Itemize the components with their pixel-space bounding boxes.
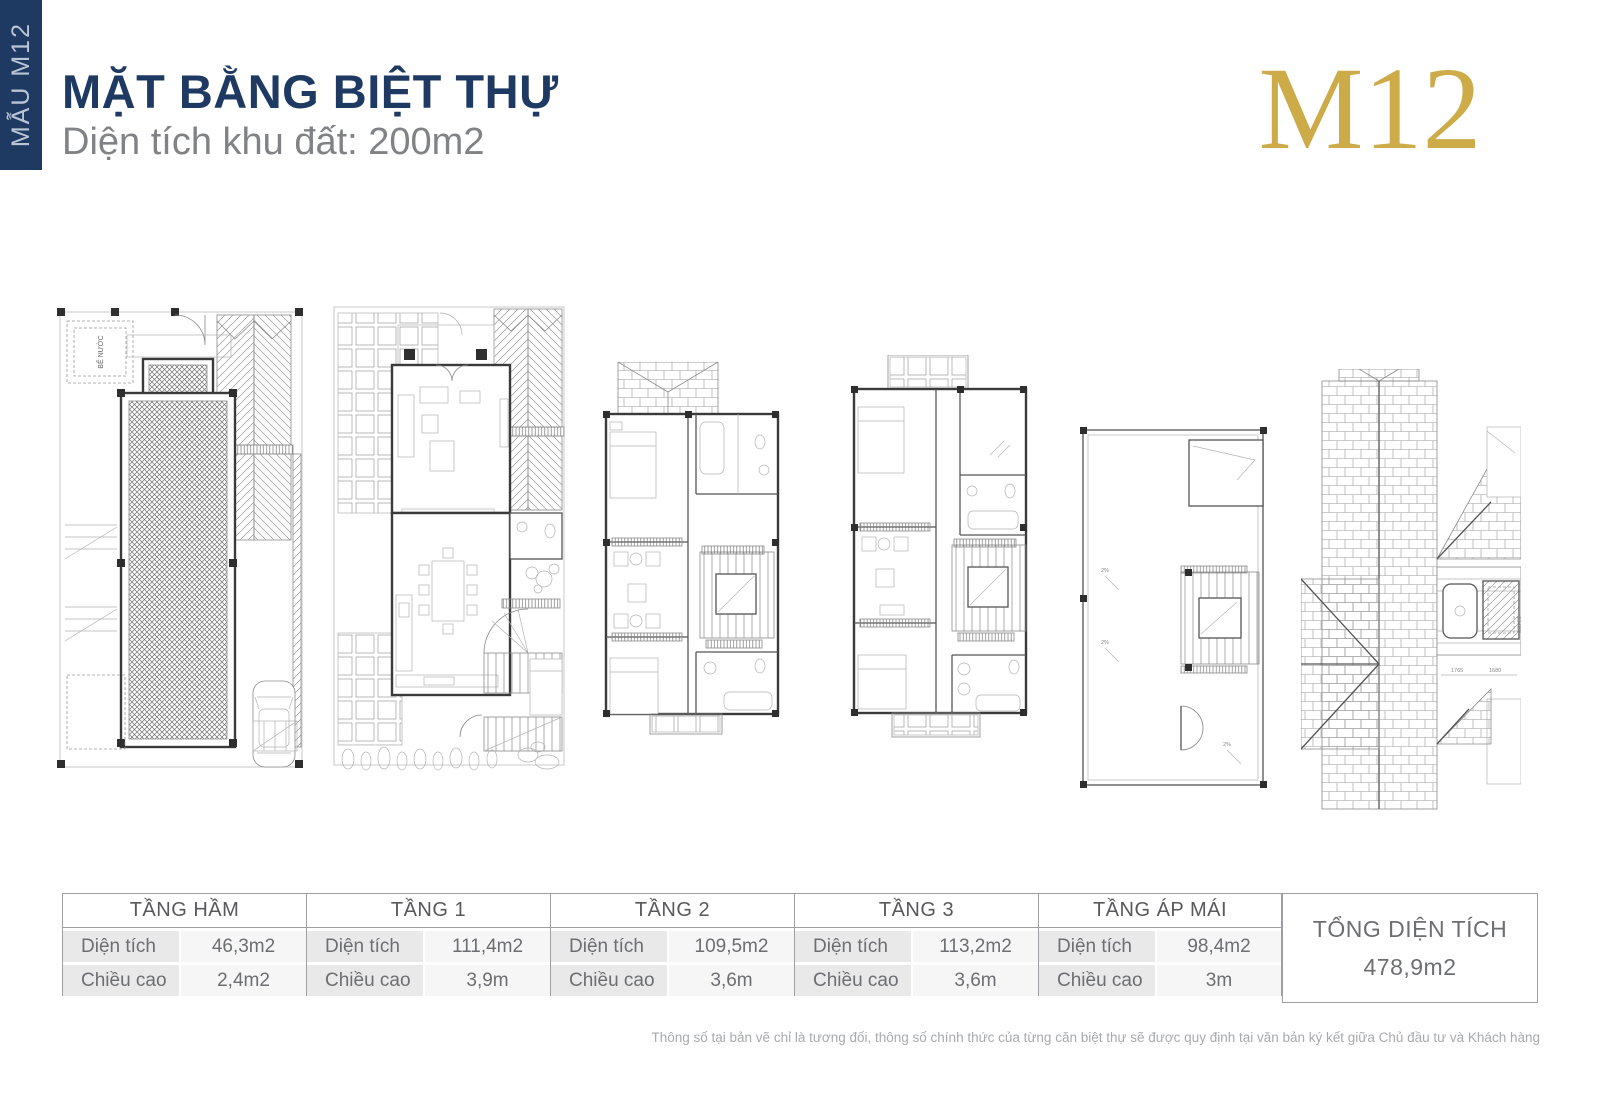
svg-text:2%: 2% xyxy=(1223,742,1231,748)
roof-plan xyxy=(1301,369,1521,815)
storage-dashed xyxy=(67,675,125,749)
area-label: Diện tích xyxy=(63,931,179,962)
table-row xyxy=(307,931,550,962)
model-sidebar-bar xyxy=(0,0,42,170)
height-label: Chiều cao xyxy=(63,965,179,996)
table-row xyxy=(795,931,1038,962)
height-value: 3,9m xyxy=(425,965,550,996)
area-value: 109,5m2 xyxy=(669,931,794,962)
height-value: 2,4m2 xyxy=(181,965,306,996)
page-subtitle: Diện tích khu đất: 200m2 xyxy=(62,121,485,163)
floor-name: TẦNG 2 xyxy=(551,893,794,928)
floor-spec-table xyxy=(62,893,1538,1003)
stairs xyxy=(952,539,1026,641)
svg-text:+13.800: +13.800 xyxy=(1515,613,1521,634)
bedroom-bottom xyxy=(610,658,658,714)
svg-text:1765: 1765 xyxy=(1451,668,1464,674)
height-label: Chiều cao xyxy=(795,965,911,996)
area-label: Diện tích xyxy=(307,931,423,962)
roof-terrace-bottomright xyxy=(1487,699,1521,784)
spec-col-floor2 xyxy=(550,893,794,996)
area-label: Diện tích xyxy=(1039,931,1155,962)
table-row xyxy=(551,965,794,996)
spec-col-floor1 xyxy=(306,893,550,996)
area-value: 46,3m2 xyxy=(181,931,306,962)
area-value: 113,2m2 xyxy=(913,931,1038,962)
height-label: Chiều cao xyxy=(1039,965,1155,996)
floor-name: TẦNG HẦM xyxy=(63,893,306,928)
spec-col-basement xyxy=(62,893,306,996)
roof-terrace-flat xyxy=(1437,567,1521,655)
disclaimer-text: Thông số tại bản vẽ chỉ là tương đối, thông số chính thức của từng căn biệt thự sẽ được quy định tại văn bản ký kết giữa Chủ đầu tư và Khách hàng xyxy=(651,1030,1540,1045)
svg-text:1680: 1680 xyxy=(1489,668,1502,674)
model-sidebar-label: MẪU M12 xyxy=(6,22,35,148)
table-row xyxy=(63,931,306,962)
balcony-bottom xyxy=(650,714,722,734)
bedroom-bottom xyxy=(858,655,906,709)
roof-bottom-hip xyxy=(1437,689,1491,744)
table-row xyxy=(1039,965,1281,996)
floor-name: TẦNG 3 xyxy=(795,893,1038,928)
area-value: 98,4m2 xyxy=(1157,931,1281,962)
bedroom xyxy=(530,659,562,715)
roof-left-wing xyxy=(1301,579,1379,749)
spec-col-attic xyxy=(1038,893,1282,996)
roof-dimensions xyxy=(1441,668,1517,675)
height-value: 3,6m xyxy=(669,965,794,996)
svg-text:2%: 2% xyxy=(1101,640,1109,646)
svg-text:BỂ NƯỚC: BỂ NƯỚC xyxy=(98,335,105,369)
floor2-plan xyxy=(588,362,794,748)
stair-marks xyxy=(65,525,117,641)
total-area-value: 478,9m2 xyxy=(1363,953,1457,980)
height-value: 3,6m xyxy=(913,965,1038,996)
table-row xyxy=(795,965,1038,996)
balcony-bottom xyxy=(892,713,980,737)
terrace-top-right xyxy=(1189,440,1263,506)
height-label: Chiều cao xyxy=(307,965,423,996)
water-tank xyxy=(67,321,133,383)
table-row xyxy=(551,931,794,962)
table-row xyxy=(307,965,550,996)
roof-terrace-topright xyxy=(1487,427,1521,497)
height-value: 3m xyxy=(1157,965,1281,996)
attic-floor-plan xyxy=(1077,420,1270,795)
page-title: MẶT BẰNG BIỆT THỰ xyxy=(62,65,559,118)
porch-roof xyxy=(618,362,718,414)
floor1-plan xyxy=(332,303,566,777)
entry-door-arc xyxy=(175,315,205,345)
basement-floor-plan xyxy=(57,307,305,773)
total-area-box xyxy=(1282,893,1538,1003)
living-room xyxy=(392,365,510,513)
table-row xyxy=(1039,931,1281,962)
area-label: Diện tích xyxy=(795,931,911,962)
balcony-top xyxy=(888,355,968,389)
area-label: Diện tích xyxy=(551,931,667,962)
bathroom xyxy=(510,513,562,559)
floor3-plan xyxy=(840,355,1040,747)
stairs xyxy=(700,546,774,648)
area-value: 111,4m2 xyxy=(425,931,550,962)
stairs xyxy=(1181,566,1259,673)
table-row xyxy=(63,965,306,996)
floor-name: TẦNG 1 xyxy=(307,893,550,928)
garden-corner xyxy=(526,564,559,593)
basement-core xyxy=(117,335,237,747)
total-area-label: TỔNG DIỆN TÍCH xyxy=(1312,915,1508,942)
car-icon xyxy=(253,681,295,767)
height-label: Chiều cao xyxy=(551,965,667,996)
entry-stair xyxy=(460,715,562,751)
spec-col-floor3 xyxy=(794,893,1038,996)
floor-name: TẦNG ÁP MÁI xyxy=(1039,893,1281,928)
model-code: M12 xyxy=(1258,43,1482,174)
svg-text:2%: 2% xyxy=(1101,568,1109,574)
